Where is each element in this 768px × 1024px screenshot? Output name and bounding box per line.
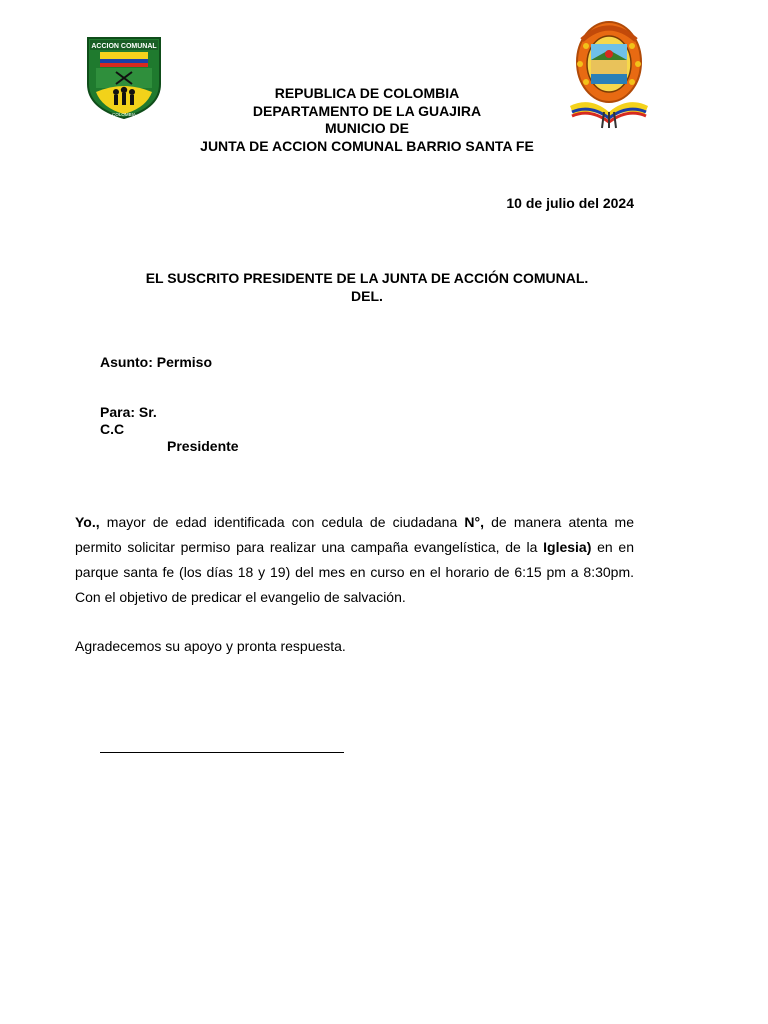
logo-left-text: ACCION COMUNAL: [91, 43, 157, 50]
body-text-2b: en en: [591, 539, 634, 555]
recipient-block: [100, 404, 157, 438]
header-department: DEPARTAMENTO DE LA GUAJIRA: [252, 102, 482, 119]
recipient-title: Presidente: [167, 438, 239, 454]
header-municipality: MUNICIO DE: [325, 120, 409, 136]
header-country: REPUBLICA DE COLOMBIA: [274, 85, 460, 101]
recipient-id-line: C.C: [100, 421, 125, 437]
body-text-2a: permito solicitar permiso para realizar una campaña evangelística, de la: [75, 539, 544, 555]
body-line-3: parque santa fe (los días 18 y 19) del mes en curso en el horario de 6:15 pm a 8:30pm.: [75, 564, 634, 580]
header-organization: JUNTA DE ACCION COMUNAL BARRIO SANTA FE: [200, 137, 534, 154]
document-title: [0, 270, 734, 305]
body-text-1a: mayor de edad identificada con cedula de ciudadana: [99, 514, 465, 530]
logo-left-bottom-text: COLOMBIA: [112, 112, 136, 117]
title-line-1: EL SUSCRITO PRESIDENTE DE LA JUNTA DE ACCIÓN COMUNAL.: [145, 270, 589, 286]
body-iglesia: Iglesia): [543, 539, 592, 555]
body-yo: Yo.,: [75, 514, 100, 530]
body-line-1: [75, 510, 634, 535]
document-header: [0, 85, 734, 155]
closing-thanks: Agradecemos su apoyo y pronta respuesta.: [75, 638, 346, 654]
subject-line: Asunto: Permiso: [100, 354, 213, 370]
recipient-name-line: Para: Sr.: [100, 404, 157, 420]
document-date: 10 de julio del 2024: [506, 195, 634, 211]
body-text-1b: de manera atenta me: [484, 514, 634, 530]
title-line-2: DEL.: [351, 287, 383, 304]
letter-body: [75, 510, 634, 610]
body-number-label: N°,: [464, 514, 484, 530]
signature-line: [100, 752, 344, 753]
body-line-2: [75, 535, 634, 560]
body-line-4: Con el objetivo de predicar el evangelio de salvación.: [75, 589, 406, 605]
